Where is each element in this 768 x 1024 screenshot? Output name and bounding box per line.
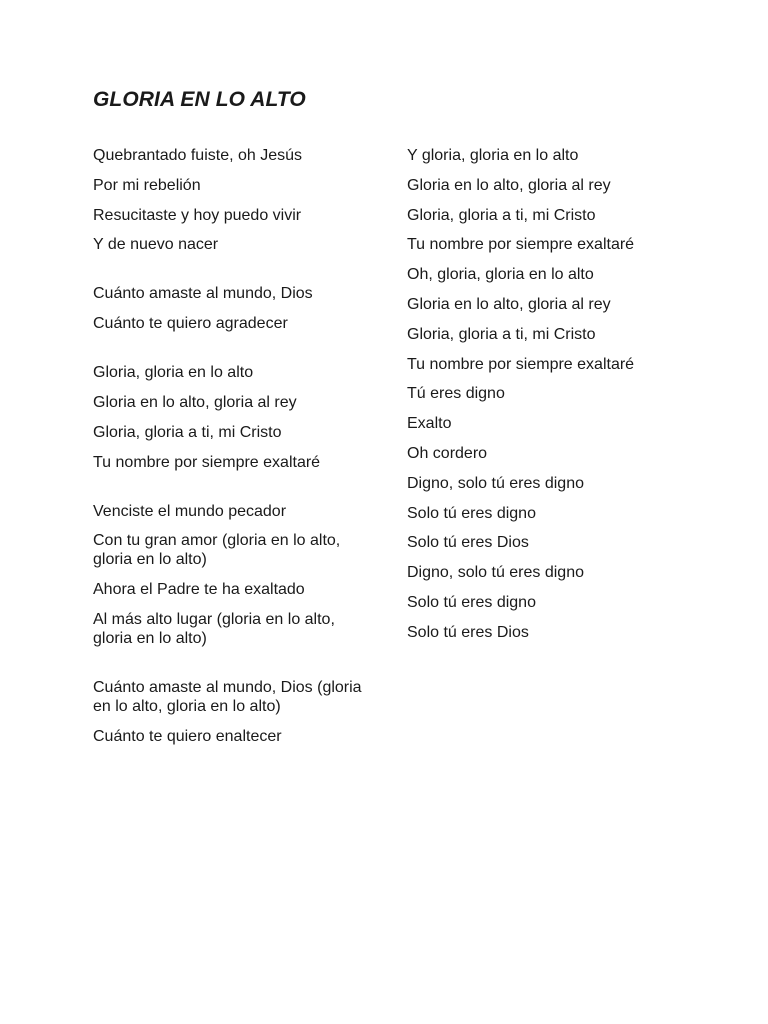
lyric-line: Quebrantado fuiste, oh Jesús (93, 147, 303, 164)
lyric-line: Y gloria, gloria en lo alto (407, 147, 579, 164)
lyric-line: Digno, solo tú eres digno (407, 474, 584, 492)
stanza (93, 502, 393, 648)
lyric-line: Cuánto te quiero enaltecer (93, 727, 282, 745)
lyric-line: Resucitaste y hoy puedo vivir (93, 206, 302, 224)
lyric-line: Con tu gran amor (gloria en lo alto, gloria en lo alto) (93, 532, 341, 569)
lyric-line: Y de nuevo nacer (93, 236, 219, 254)
lyric-line: Gloria, gloria a ti, mi Cristo (407, 206, 596, 224)
lyric-line: Cuánto amaste al mundo, Dios (93, 285, 313, 303)
lyric-line: Exalto (407, 415, 452, 433)
lyric-line: Por mi rebelión (93, 176, 201, 194)
lyric-line: Digno, solo tú eres digno (407, 564, 584, 582)
lyric-line: Oh, gloria, gloria en lo alto (407, 266, 594, 284)
stanza (93, 678, 393, 746)
stanza (93, 363, 393, 471)
lyrics-left-column (93, 146, 393, 757)
lyrics-right-column (407, 146, 707, 653)
page-title: GLORIA EN LO ALTO (93, 88, 306, 111)
lyric-line: Solo tú eres digno (407, 504, 536, 522)
lyric-line: Al más alto lugar (gloria en lo alto, gloria en lo alto) (93, 610, 335, 647)
lyric-line: Gloria en lo alto, gloria al rey (407, 176, 611, 194)
stanza (407, 146, 707, 642)
lyric-line: Gloria en lo alto, gloria al rey (93, 393, 297, 411)
lyric-line: Gloria, gloria a ti, mi Cristo (93, 423, 282, 441)
lyric-line: Cuánto amaste al mundo, Dios (gloria en lo alto, gloria en lo alto) (93, 678, 362, 715)
lyric-line: Gloria, gloria en lo alto (93, 364, 254, 382)
lyric-line: Ahora el Padre te ha exaltado (93, 581, 305, 599)
lyric-line: Tu nombre por siempre exaltaré (93, 453, 321, 471)
lyric-line: Gloria, gloria a ti, mi Cristo (407, 325, 596, 343)
lyric-line: Tu nombre por siempre exaltaré (407, 355, 635, 373)
lyric-line: Cuánto te quiero agradecer (93, 315, 288, 333)
lyric-line: Solo tú eres Dios (407, 534, 529, 552)
stanza (93, 284, 393, 333)
lyric-line: Gloria en lo alto, gloria al rey (407, 295, 611, 313)
lyric-line: Solo tú eres digno (407, 593, 536, 611)
lyric-line: Solo tú eres Dios (407, 623, 529, 641)
lyric-line: Venciste el mundo pecador (93, 502, 287, 520)
lyric-line: Tu nombre por siempre exaltaré (407, 236, 635, 254)
lyric-line: Tú eres digno (407, 385, 505, 403)
lyric-line: Oh cordero (407, 444, 488, 462)
stanza (93, 146, 393, 254)
